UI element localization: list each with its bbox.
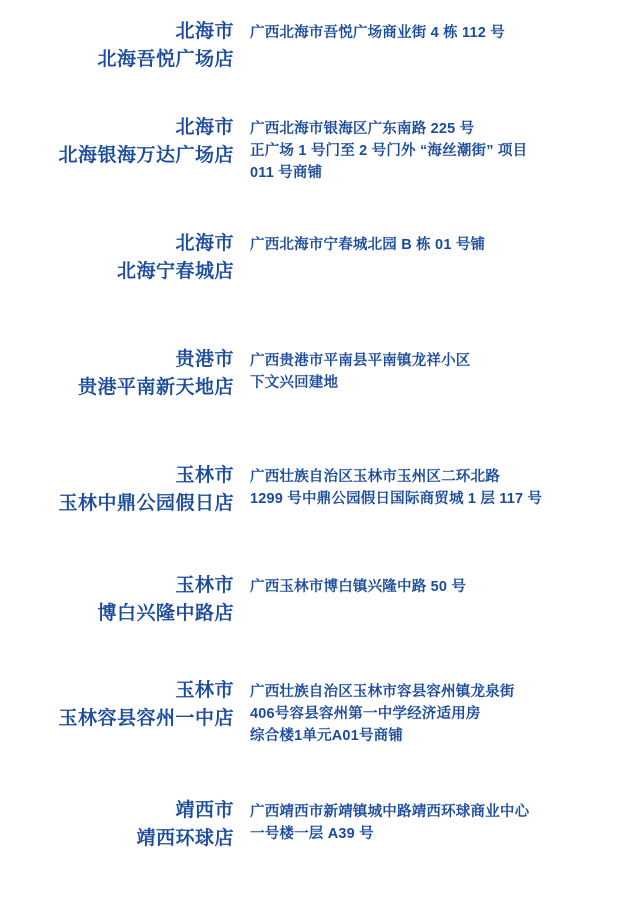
store-city-block xyxy=(0,677,250,733)
store-city-block xyxy=(0,797,250,853)
store-city-block xyxy=(0,462,250,518)
store-name: 博白兴隆中路店 xyxy=(97,603,234,624)
store-name: 玉林容县容州一中店 xyxy=(58,708,234,729)
store-row xyxy=(0,677,640,797)
store-address xyxy=(250,677,630,747)
store-name: 北海吾悦广场店 xyxy=(97,49,234,70)
store-address-line: 406号容县容州第一中学经济适用房 xyxy=(250,706,481,722)
store-city-block xyxy=(0,114,250,170)
store-city-block xyxy=(0,230,250,286)
store-address-line: 011 号商铺 xyxy=(250,165,323,181)
store-address xyxy=(250,346,630,394)
store-address xyxy=(250,572,630,598)
store-address xyxy=(250,230,630,256)
store-address-line: 广西壮族自治区玉林市玉州区二环北路 xyxy=(250,469,500,485)
store-address-line: 下文兴回建地 xyxy=(250,375,339,391)
store-city-block xyxy=(0,346,250,402)
store-city: 玉林市 xyxy=(175,465,234,486)
store-name: 北海宁春城店 xyxy=(116,261,234,282)
store-address-line: 广西北海市银海区广东南路 225 号 xyxy=(250,121,475,137)
store-name: 贵港平南新天地店 xyxy=(77,377,234,398)
store-row xyxy=(0,114,640,230)
store-city-block xyxy=(0,572,250,628)
store-city: 玉林市 xyxy=(175,680,234,701)
store-address xyxy=(250,462,630,510)
store-name: 北海银海万达广场店 xyxy=(58,145,234,166)
store-address-line: 综合楼1单元A01号商铺 xyxy=(250,728,404,744)
store-row xyxy=(0,346,640,462)
store-name: 玉林中鼎公园假日店 xyxy=(58,493,234,514)
store-address-line: 广西玉林市博白镇兴隆中路 50 号 xyxy=(250,579,467,595)
store-address xyxy=(250,797,630,845)
store-address-line: 正广场 1 号门至 2 号门外 “海丝潮街” 项目 xyxy=(250,143,528,159)
store-address-line: 广西北海市宁春城北园 B 栋 01 号铺 xyxy=(250,237,486,253)
store-row xyxy=(0,230,640,346)
store-address-line: 广西壮族自治区玉林市容县容州镇龙泉街 xyxy=(250,684,515,700)
store-address-line: 广西靖西市新靖镇城中路靖西环球商业中心 xyxy=(250,804,530,820)
store-address-line: 广西北海市吾悦广场商业街 4 栋 112 号 xyxy=(250,25,505,41)
store-row xyxy=(0,462,640,572)
store-address xyxy=(250,114,630,184)
store-name: 靖西环球店 xyxy=(136,828,234,849)
store-city: 玉林市 xyxy=(175,575,234,596)
store-city-block xyxy=(0,18,250,74)
store-address-line: 一号楼一层 A39 号 xyxy=(250,826,374,842)
store-row xyxy=(0,797,640,907)
store-city: 北海市 xyxy=(175,21,234,42)
store-row xyxy=(0,572,640,677)
store-city: 靖西市 xyxy=(175,800,234,821)
store-city: 贵港市 xyxy=(175,349,234,370)
store-address xyxy=(250,18,630,44)
store-address-line: 广西贵港市平南县平南镇龙祥小区 xyxy=(250,353,471,369)
store-address-line: 1299 号中鼎公园假日国际商贸城 1 层 117 号 xyxy=(250,491,543,507)
store-city: 北海市 xyxy=(175,233,234,254)
store-row xyxy=(0,18,640,114)
store-city: 北海市 xyxy=(175,117,234,138)
